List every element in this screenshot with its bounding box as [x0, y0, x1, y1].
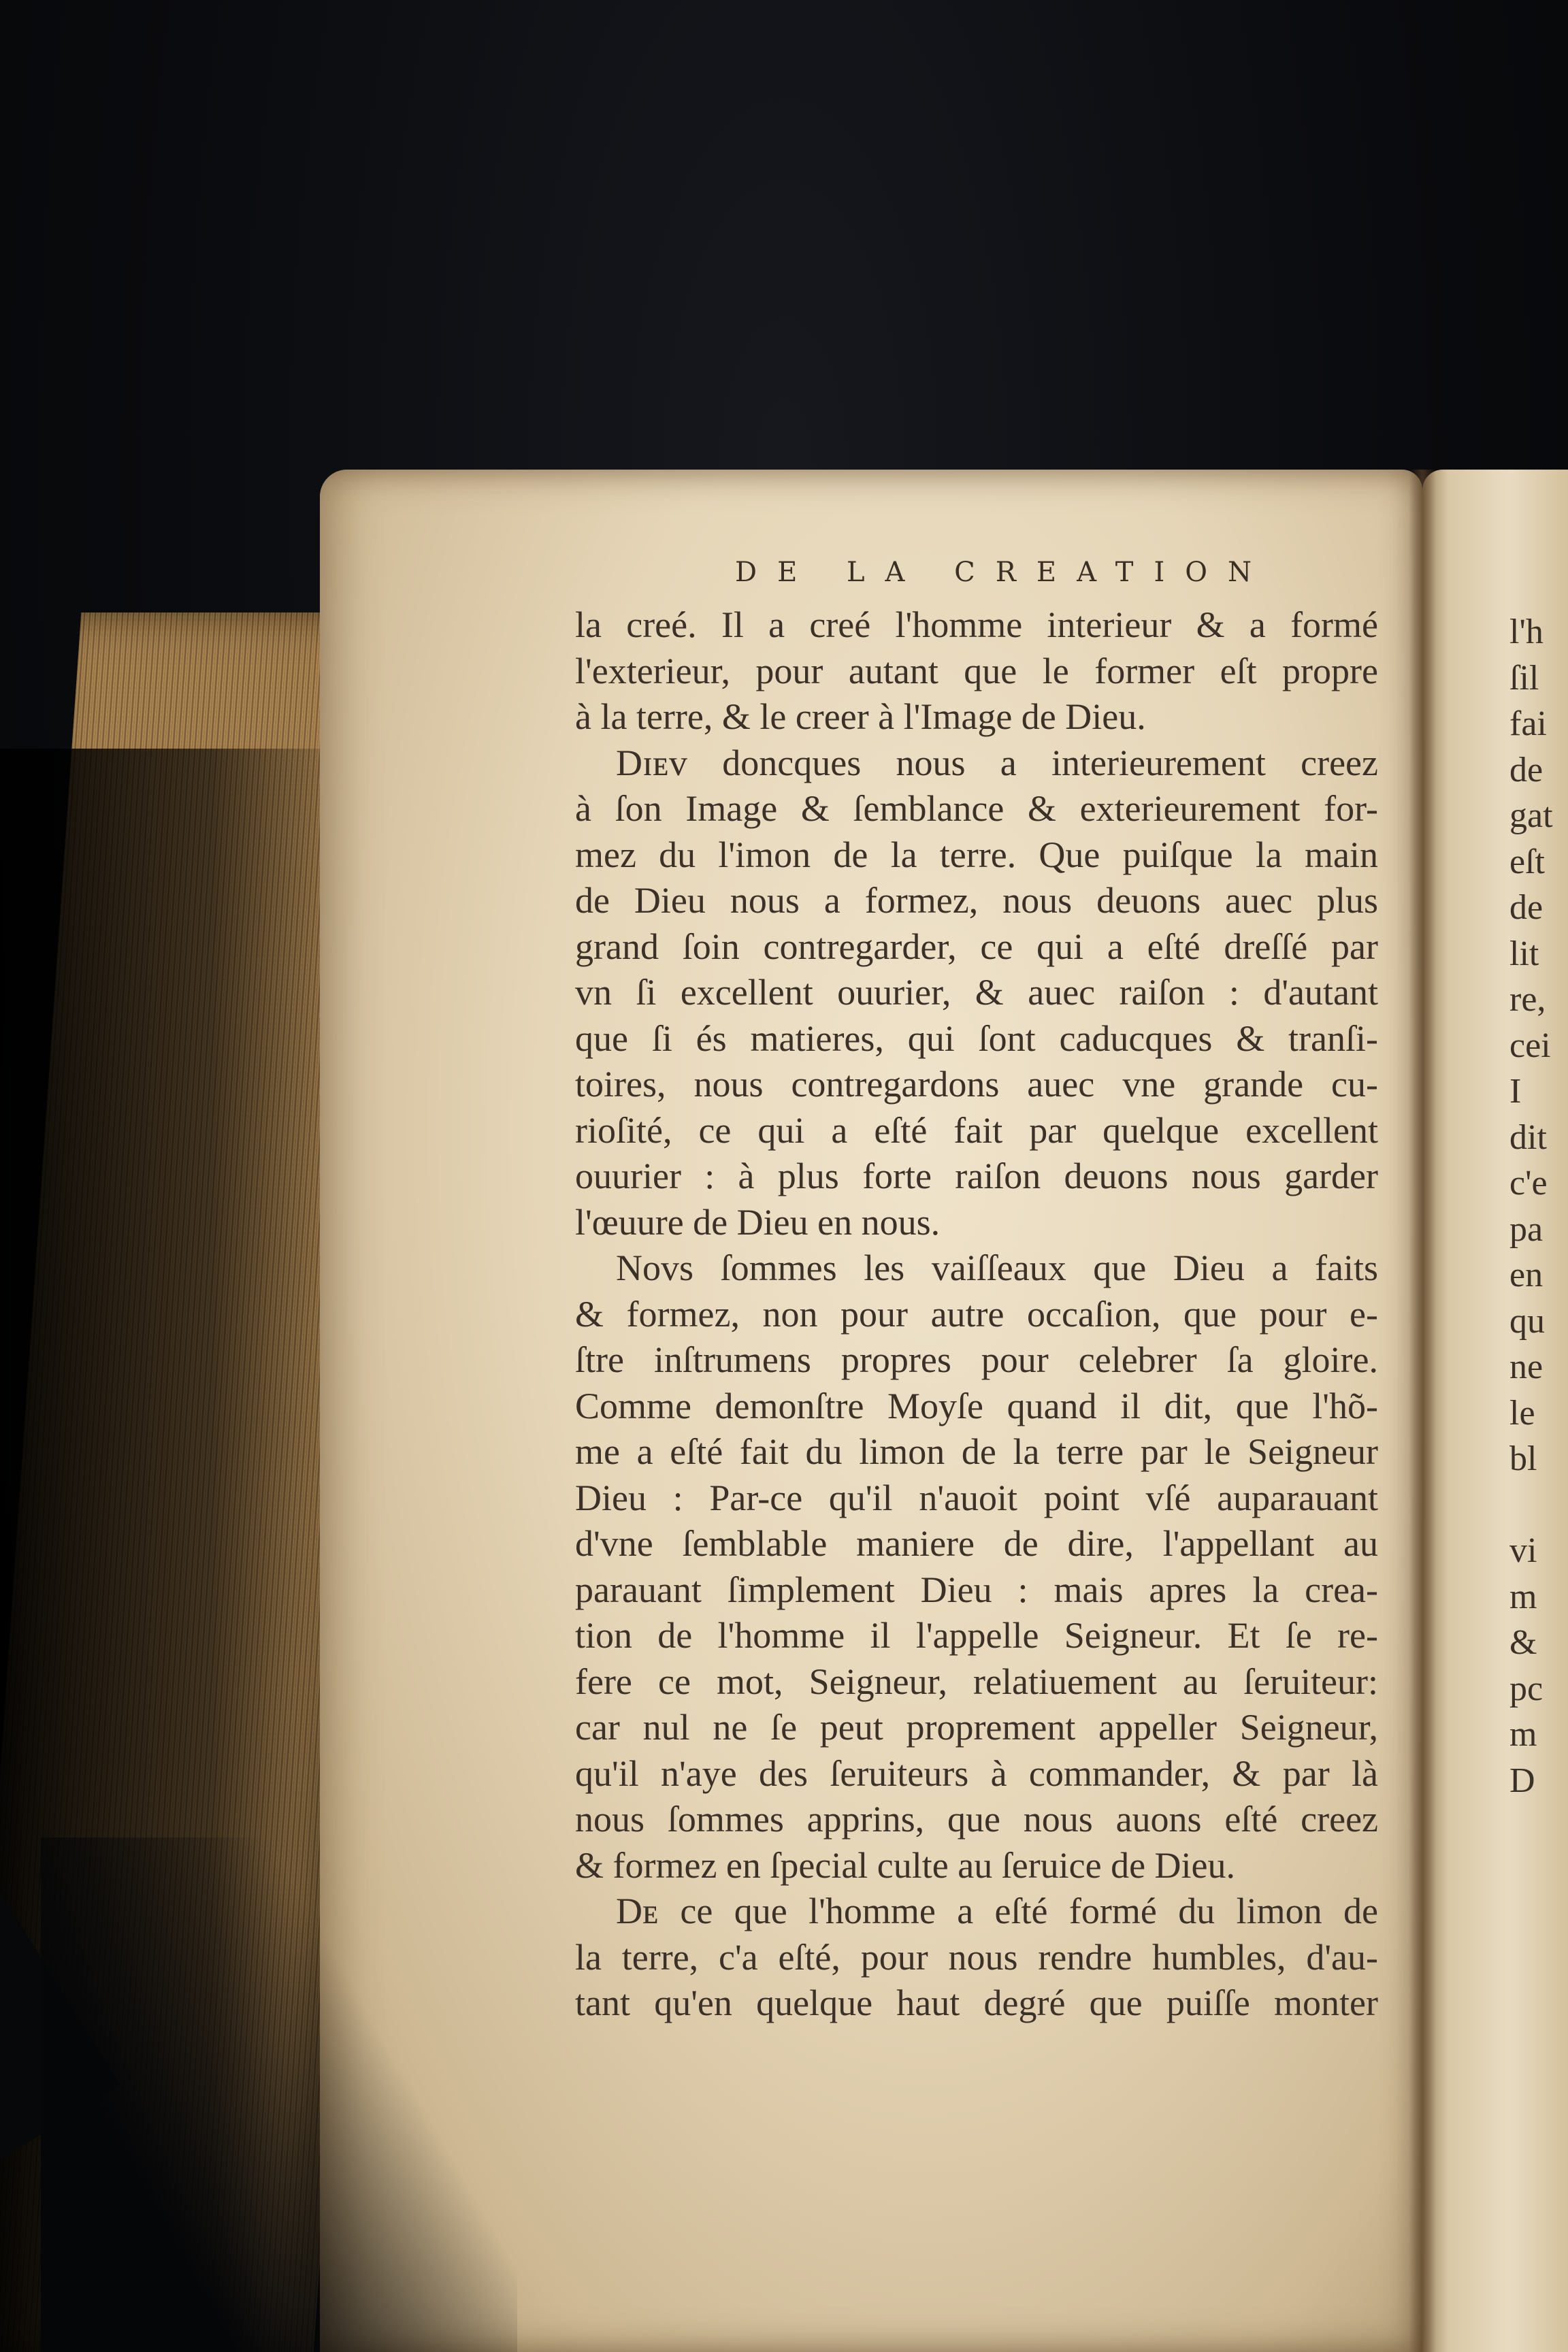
- text-line: Nᴏᴠs ſommes les vaiſſeaux que Dieu a faits: [616, 1247, 1378, 1288]
- text-line: de Dieu nous a formez, nous deuons auec plus: [575, 880, 1378, 921]
- text-line: à ſon Image & ſemblance & exterieurement for-: [575, 788, 1378, 829]
- text-line: Dieu : Par-ce qu'il n'auoit point vſé auparauant: [575, 1477, 1378, 1518]
- text-line: que ſi és matieres, qui ſont caducques & tranſi-: [575, 1017, 1378, 1059]
- text-line: grand ſoin contregarder, ce qui a eſté dreſſé par: [575, 926, 1378, 967]
- facing-line: pa: [1509, 1209, 1544, 1249]
- text-line: l'œuure de Dieu en nous.: [575, 1201, 941, 1243]
- text-line: toires, nous contregardons auec vne grande cu-: [575, 1064, 1378, 1105]
- facing-line: gat: [1509, 796, 1553, 835]
- text-line: la terre, c'a eſté, pour nous rendre humbles, d'au-: [575, 1936, 1378, 1978]
- facing-line: lit: [1509, 934, 1539, 973]
- facing-line: cei: [1509, 1026, 1551, 1065]
- facing-page-text: [1509, 609, 1568, 1803]
- facing-line: re,: [1509, 980, 1546, 1019]
- text-line: l'exterieur, pour autant que le former eſt propre: [575, 650, 1378, 691]
- text-line: mez du l'imon de la terre. Que puiſque la main: [575, 834, 1378, 875]
- text-line: qu'il n'aye des ſeruiteurs à commander, & par là: [575, 1752, 1378, 1794]
- text-line: rioſité, ce qui a eſté fait par quelque excellent: [575, 1109, 1378, 1151]
- facing-line: qu: [1509, 1301, 1545, 1341]
- text-line: la creé. Il a creé l'homme interieur & a formé: [575, 604, 1378, 645]
- facing-line: &: [1509, 1623, 1537, 1662]
- text-line: nous ſommes apprins, que nous auons eſté creez: [575, 1799, 1378, 1840]
- text-line: parauant ſimplement Dieu : mais apres la crea-: [575, 1569, 1378, 1610]
- facing-line: D: [1509, 1761, 1535, 1800]
- facing-line: m: [1509, 1715, 1537, 1754]
- text-line: car nul ne ſe peut proprement appeller Seigneur,: [575, 1707, 1378, 1748]
- text-line: Dᴇ ce que l'homme a eſté formé du limon de: [616, 1891, 1378, 1931]
- facing-line: eſt: [1509, 842, 1545, 881]
- dark-strap-shadow: [41, 1838, 517, 2352]
- facing-line: I: [1509, 1072, 1522, 1111]
- facing-line: bl: [1509, 1439, 1537, 1478]
- text-line: Comme demonſtre Moyſe quand il dit, que l'hõ-: [575, 1385, 1378, 1426]
- facing-line: en: [1509, 1256, 1544, 1294]
- text-line: & formez en ſpecial culte au ſeruice de Dieu.: [575, 1844, 1236, 1886]
- text-line: me a eſté fait du limon de la terre par le Seigneur: [575, 1431, 1378, 1472]
- text-line: à la terre, & le creer à l'Image de Dieu.: [575, 696, 1146, 737]
- facing-line: de: [1509, 888, 1544, 927]
- facing-line: fai: [1509, 704, 1547, 743]
- text-line: tant qu'en quelque haut degré que puiſſe monter: [575, 1982, 1378, 2023]
- text-line: ouurier : à plus forte raiſon deuons nous garder: [575, 1156, 1378, 1196]
- text-line: d'vne ſemblable maniere de dire, l'appellant au: [575, 1523, 1378, 1564]
- facing-line: l'h: [1509, 612, 1544, 651]
- text-line: ſtre inſtrumens propres pour celebrer ſa gloire.: [575, 1339, 1378, 1380]
- facing-line: ſil: [1509, 658, 1539, 698]
- text-line: vn ſi excellent ouurier, & auec raiſon : d'autant: [575, 972, 1378, 1013]
- text-line: tion de l'homme il l'appelle Seigneur. Et ſe re-: [575, 1615, 1378, 1656]
- text-line: & formez, non pour autre occaſion, que pour e-: [575, 1293, 1378, 1335]
- text-line: fere ce mot, Seigneur, relatiuement au ſeruiteur:: [575, 1661, 1378, 1702]
- facing-line: vi: [1509, 1531, 1537, 1570]
- facing-line: dit: [1509, 1117, 1547, 1157]
- facing-line: pc: [1509, 1669, 1544, 1708]
- text-line: Dɪᴇᴠ doncques nous a interieurement creez: [616, 742, 1378, 783]
- book-gutter: [1409, 470, 1436, 2352]
- facing-line: c'e: [1509, 1164, 1548, 1203]
- facing-line: de: [1509, 750, 1544, 789]
- facing-line: le: [1509, 1393, 1535, 1433]
- facing-line: [1509, 1482, 1568, 1529]
- facing-line: ne: [1509, 1348, 1544, 1386]
- page-body-text: [575, 602, 1378, 2027]
- running-head: DE LA CREATION: [735, 557, 1273, 588]
- facing-line: m: [1509, 1577, 1537, 1616]
